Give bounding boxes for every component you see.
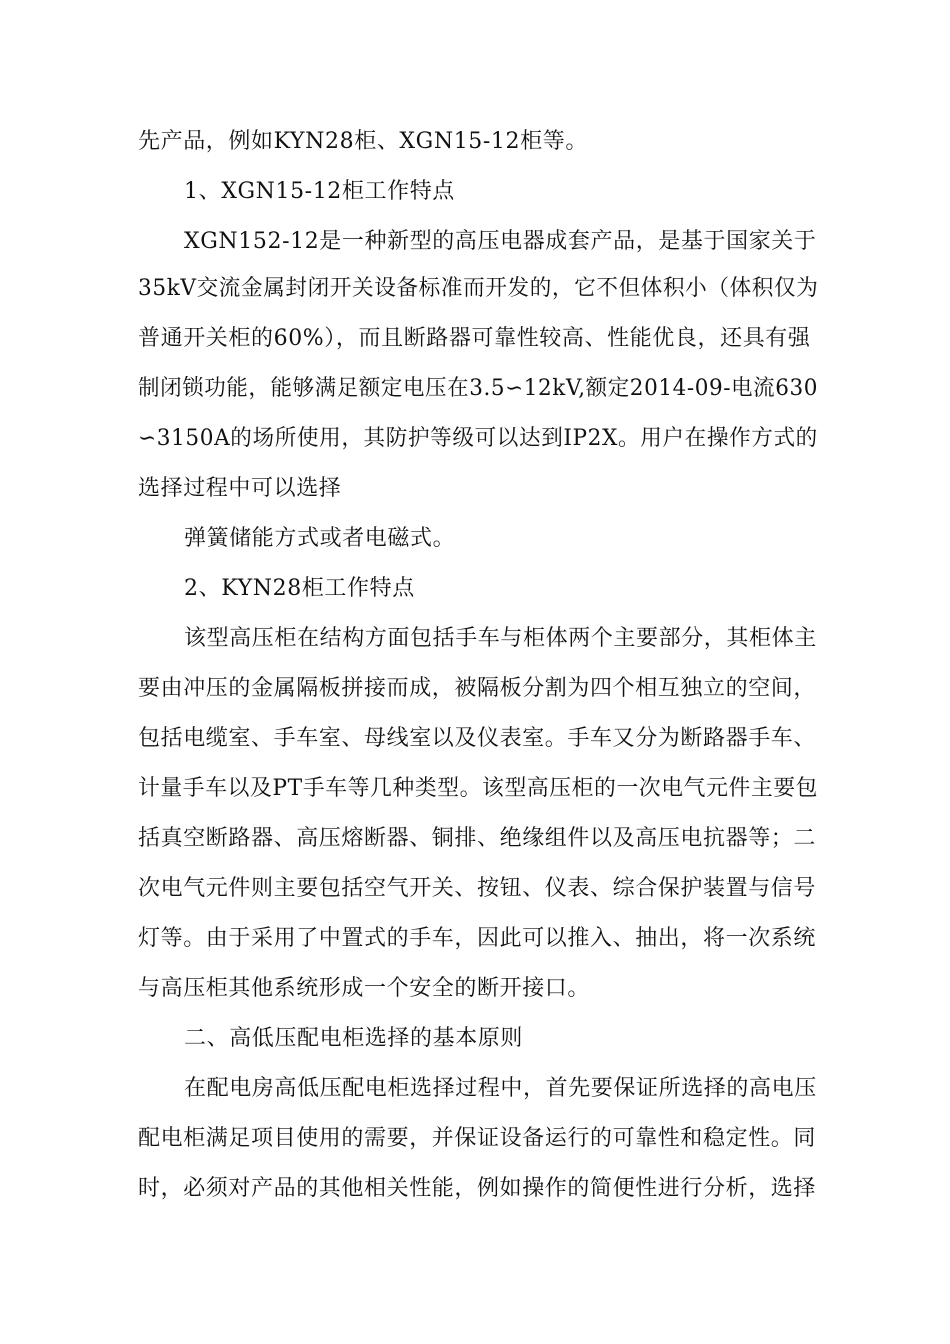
paragraph-line: 选择过程中可以选择 — [138, 476, 342, 501]
paragraph-line: 普通开关柜的60%），而且断路器可靠性较高、性能优良，还具有强 — [138, 326, 811, 351]
paragraph-line: 包括电缆室、手车室、母线室以及仪表室。手车又分为断路器手车、 — [138, 726, 817, 751]
section-heading: 2、KYN28柜工作特点 — [184, 576, 415, 601]
paragraph-line: 该型高压柜在结构方面包括手车与柜体两个主要部分，其柜体主 — [184, 626, 817, 651]
paragraph-line: 与高压柜其他系统形成一个安全的断开接口。 — [138, 976, 591, 1001]
paragraph-line: 次电气元件则主要包括空气开关、按钮、仪表、综合保护装置与信号 — [138, 876, 817, 901]
paragraph-line: 先产品，例如KYN28柜、XGN15-12柜等。 — [138, 129, 588, 154]
paragraph-line: 弹簧储能方式或者电磁式。 — [184, 526, 456, 551]
paragraph-line: 制闭锁功能，能够满足额定电压在3.5∽12kV,额定2014-09-电流630 — [138, 376, 819, 401]
paragraph-line: 配电柜满足项目使用的需要，并保证设备运行的可靠性和稳定性。同 — [138, 1126, 817, 1151]
paragraph-line: XGN152-12是一种新型的高压电器成套产品，是基于国家关于 — [184, 229, 817, 254]
paragraph-line: ∽3150A的场所使用，其防护等级可以达到IP2X。用户在操作方式的 — [138, 426, 818, 451]
paragraph-line: 计量手车以及PT手车等几种类型。该型高压柜的一次电气元件主要包 — [138, 776, 819, 801]
paragraph-line: 35kV交流金属封闭开关设备标准而开发的，它不但体积小（体积仅为 — [138, 276, 819, 301]
paragraph-line: 要由冲压的金属隔板拼接而成，被隔板分割为四个相互独立的空间， — [138, 676, 817, 701]
section-heading: 1、XGN15-12柜工作特点 — [184, 179, 455, 204]
paragraph-line: 在配电房高低压配电柜选择过程中，首先要保证所选择的高电压 — [184, 1076, 817, 1101]
section-heading: 二、高低压配电柜选择的基本原则 — [184, 1026, 524, 1051]
paragraph-line: 时，必须对产品的其他相关性能，例如操作的简便性进行分析，选择 — [138, 1176, 817, 1201]
paragraph-line: 括真空断路器、高压熔断器、铜排、绝缘组件以及高压电抗器等；二 — [138, 826, 817, 851]
paragraph-line: 灯等。由于采用了中置式的手车，因此可以推入、抽出，将一次系统 — [138, 926, 817, 951]
